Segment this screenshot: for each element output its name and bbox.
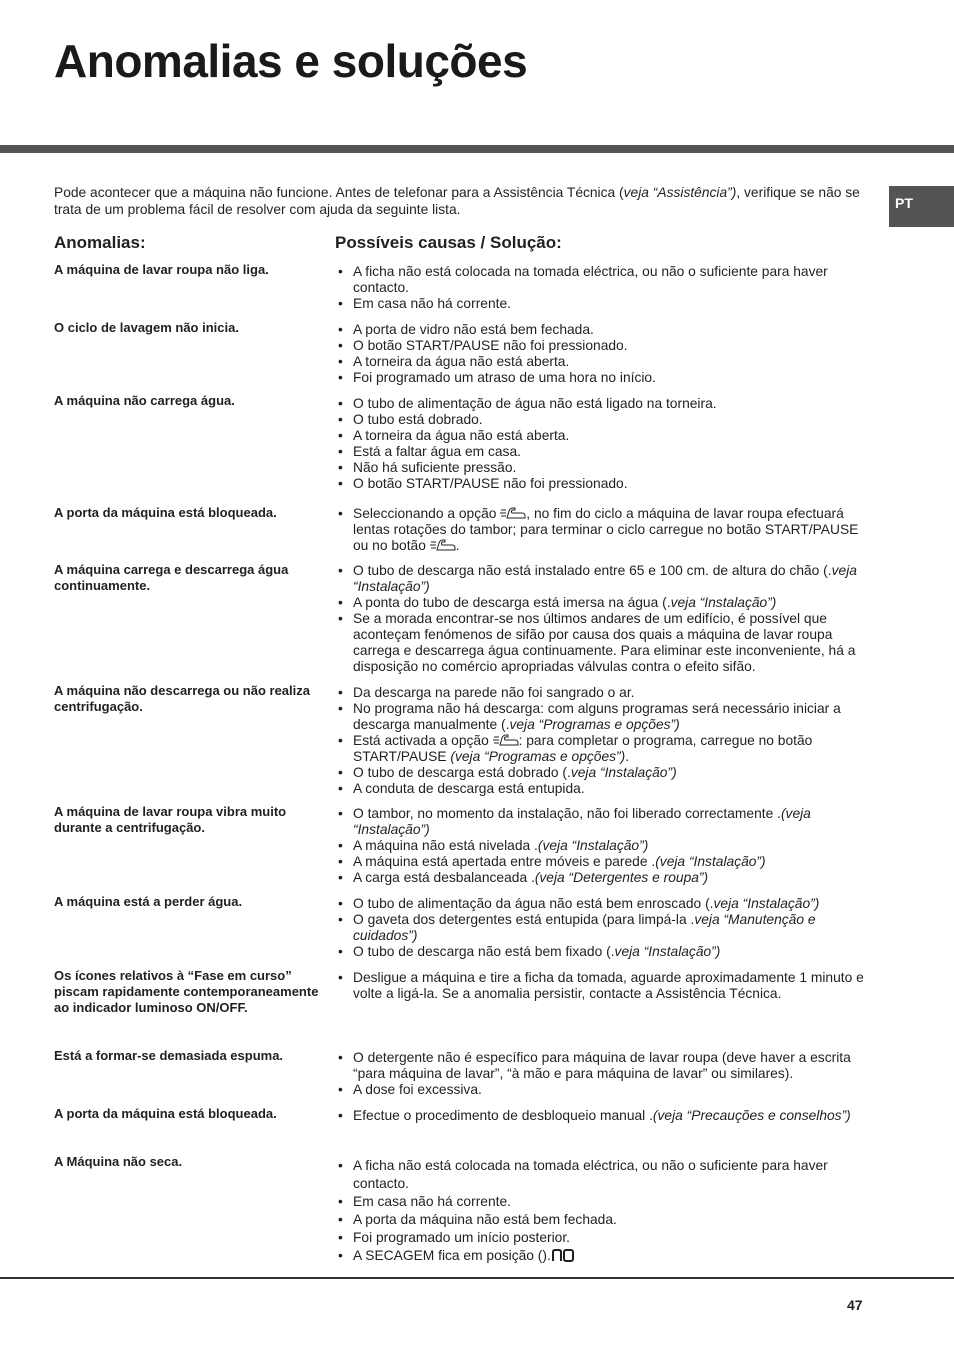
solution-item (335, 563, 875, 595)
solution-text: O tubo está dobrado. (353, 412, 483, 427)
iron-option-icon (493, 734, 519, 747)
solution-text: Foi programado um atraso de uma hora no início. (353, 370, 656, 385)
footer-rule (0, 1277, 954, 1279)
solution-text: Em casa não há corrente. (353, 1194, 511, 1209)
solution-text: . (777, 806, 781, 821)
solution-item (335, 685, 875, 701)
solution-item (335, 412, 875, 428)
solution-text: . (649, 1108, 653, 1123)
solution-item (335, 970, 875, 1002)
problem-label: A porta da máquina está bloqueada. (54, 505, 277, 520)
solution-text: . (610, 944, 615, 959)
solution-item (335, 854, 875, 870)
solution-text: Seleccionando a opção (353, 506, 501, 521)
solution-text: A carga está desbalanceada (353, 870, 531, 885)
cross-reference: veja “Instalação”) (353, 563, 857, 594)
solution-item (335, 611, 875, 675)
cross-reference: veja “Manutenção e cuidados”) (353, 912, 816, 943)
iron-option-icon (500, 507, 526, 520)
cross-reference: veja “Instalação”) (713, 896, 820, 911)
solution-list (335, 563, 875, 675)
solution-list (335, 1050, 875, 1098)
solution-item (335, 506, 875, 554)
solution-text: O detergente não é específico para máquina de lavar roupa (deve haver a escrita “para máquina de lavar”, “à mão e para máquina de lavar” ou similares). (353, 1050, 851, 1081)
solution-text: , no fim do ciclo a máquina de lavar roupa efectuará lentas rotações do tambor; para terminar o ciclo carregue no botão START/PAUSE ou no botão (353, 506, 859, 553)
cross-reference: (veja “Instalação”) (353, 806, 811, 837)
solution-text: : para completar o programa, carregue no botão START/PAUSE (353, 733, 813, 764)
problem-label: A máquina está a perder água. (54, 894, 243, 909)
solution-text: . (827, 563, 832, 578)
solution-text: O tubo de descarga não está bem fixado ( (353, 944, 611, 959)
solution-item (335, 701, 875, 733)
cross-reference: veja “Instalação”) (614, 944, 721, 959)
solution-text: . (455, 538, 460, 553)
solution-text: Efectue o procedimento de desbloqueio manual (353, 1108, 650, 1123)
solution-item (335, 1157, 875, 1193)
solution-item (335, 1193, 875, 1211)
solution-text: . (530, 870, 535, 885)
problem-label: A Máquina não seca. (54, 1154, 183, 1169)
solution-item (335, 1050, 875, 1082)
solution-text: Está activada a opção (353, 733, 493, 748)
solution-item (335, 396, 875, 412)
solution-text: . (534, 838, 538, 853)
solution-list (335, 685, 875, 797)
cross-reference: veja “Instalação”) (670, 595, 777, 610)
solution-text: O tubo de alimentação de água não está ligado na torneira. (353, 396, 717, 411)
causes-column-header: Possíveis causas / Solução: (335, 233, 562, 252)
cross-reference: veja “Programas e opções”) (509, 717, 680, 732)
solution-text: . (709, 896, 714, 911)
solution-item (335, 428, 875, 444)
solution-list (335, 1108, 875, 1124)
intro-paragraph (54, 184, 874, 218)
solution-item (335, 1211, 875, 1229)
solution-text: A dose foi excessiva. (353, 1082, 482, 1097)
problem-label: A máquina não descarrega ou não realiza centrifugação. (54, 683, 310, 714)
problem-label: O ciclo de lavagem não inicia. (54, 320, 239, 335)
solution-text: A máquina está apertada entre móveis e parede (353, 854, 652, 869)
solution-list (335, 396, 875, 492)
cross-reference: (veja “Instalação”) (537, 838, 649, 853)
solution-list (335, 264, 875, 312)
solution-item (335, 896, 875, 912)
cross-reference: (veja “Programas e opções”) (450, 749, 626, 764)
solution-text: . (666, 595, 671, 610)
solution-text: A torneira da água não está aberta. (353, 354, 570, 369)
solution-text: Da descarga na parede não foi sangrado o ar. (353, 685, 635, 700)
intro-reference: veja “Assistência”) (623, 185, 737, 200)
solution-text: A porta da máquina não está bem fechada. (353, 1212, 617, 1227)
problem-label: A porta da máquina está bloqueada. (54, 1106, 277, 1121)
solution-text: O botão START/PAUSE não foi pressionado. (353, 338, 628, 353)
solution-item (335, 806, 875, 838)
problem-label: A máquina não carrega água. (54, 393, 235, 408)
solution-text: . (651, 854, 656, 869)
solution-item (335, 733, 875, 765)
solution-list (335, 1157, 875, 1265)
solution-item (335, 912, 875, 944)
solution-item (335, 476, 875, 492)
solution-item (335, 1108, 875, 1124)
solution-text: O tubo de descarga não está instalado entre 65 e 100 cm. de altura do chão ( (353, 563, 828, 578)
solution-text: A SECAGEM fica em posição ( (353, 1248, 543, 1263)
solution-text: O tubo de descarga está dobrado ( (353, 765, 567, 780)
solution-text: Está a faltar água em casa. (353, 444, 521, 459)
solution-item (335, 354, 875, 370)
problem-label: A máquina de lavar roupa não liga. (54, 262, 269, 277)
solution-item (335, 338, 875, 354)
solution-item (335, 370, 875, 386)
solution-text: A ficha não está colocada na tomada eléctrica, ou não o suficiente para haver contacto. (353, 1158, 828, 1191)
solution-list (335, 970, 875, 1002)
solution-text: . (567, 765, 571, 780)
language-tab: PT (889, 186, 954, 227)
cross-reference: (veja “Instalação”) (655, 854, 766, 869)
page-number: 47 (847, 1297, 863, 1313)
dry-off-segment-icon (551, 1249, 575, 1262)
solution-item (335, 460, 875, 476)
solution-item (335, 444, 875, 460)
cross-reference: (veja “Detergentes e roupa”) (534, 870, 709, 885)
solution-item (335, 1247, 875, 1265)
solution-item (335, 870, 875, 886)
page-title: Anomalias e soluções (54, 35, 528, 87)
problems-column-header: Anomalias: (54, 233, 146, 252)
header-rule (0, 145, 954, 153)
solution-text: . (625, 749, 630, 764)
solution-text: . (505, 717, 510, 732)
solution-item (335, 781, 875, 797)
solution-list (335, 896, 875, 960)
intro-text: Pode acontecer que a máquina não funcione. Antes de telefonar para a Assistência Técnica ( (54, 185, 624, 200)
solution-text: No programa não há descarga: com alguns programas será necessário iniciar a descarga manualmente ( (353, 701, 841, 732)
intro-text-end: , verifique se não se trata de um problema fácil de resolver com ajuda da seguinte lista. (54, 185, 860, 217)
solution-text: A ficha não está colocada na tomada eléctrica, ou não o suficiente para haver contacto. (353, 264, 828, 295)
cross-reference: (veja “Precauções e conselhos”) (652, 1108, 851, 1123)
solution-text: . (690, 912, 695, 927)
solution-item (335, 1082, 875, 1098)
problem-label: Está a formar-se demasiada espuma. (54, 1048, 284, 1063)
solution-text: ). (542, 1248, 551, 1263)
problem-label: Os ícones relativos à “Fase em curso” piscam rapidamente contemporaneamente ao indicador luminoso ON/OFF. (54, 968, 319, 1015)
solution-item (335, 944, 875, 960)
solution-item (335, 296, 875, 312)
solution-text: A torneira da água não está aberta. (353, 428, 570, 443)
solution-text: Foi programado um início posterior. (353, 1230, 571, 1245)
solution-text: Desligue a máquina e tire a ficha da tomada, aguarde aproximadamente 1 minuto e volte a ligá-la. Se a anomalia persistir, contacte a Assistência Técnica. (353, 970, 864, 1001)
solution-text: O tubo de alimentação da água não está bem enroscado ( (353, 896, 710, 911)
solution-text: Em casa não há corrente. (353, 296, 511, 311)
solution-text: A ponta do tubo de descarga está imersa na água ( (353, 595, 667, 610)
solution-list (335, 506, 875, 554)
problem-label: A máquina carrega e descarrega água continuamente. (54, 562, 289, 593)
solution-item (335, 765, 875, 781)
solution-text: A máquina não está nivelada (353, 838, 535, 853)
solution-text: O botão START/PAUSE não foi pressionado. (353, 476, 628, 491)
solution-text: Se a morada encontrar-se nos últimos andares de um edifício, é possível que aconteçam fenómenos de sifão por causa dos quais a máquina de lavar roupa carrega e descarrega água continuamente. Para eliminar este inconveniente, há a disposição no comércio apropriadas válvulas contra o efeito sifão. (353, 611, 856, 674)
solution-item (335, 264, 875, 296)
solution-text: O gaveta dos detergentes está entupida (para limpá-la (353, 912, 691, 927)
solution-item (335, 595, 875, 611)
cross-reference: veja “Instalação”) (570, 765, 677, 780)
solution-item (335, 1229, 875, 1247)
solution-text: Não há suficiente pressão. (353, 460, 517, 475)
iron-option-icon (430, 539, 456, 552)
solution-list (335, 806, 875, 886)
solution-text: A conduta de descarga está entupida. (353, 781, 585, 796)
problem-label: A máquina de lavar roupa vibra muito durante a centrifugação. (54, 804, 287, 835)
solution-text: O tambor, no momento da instalação, não foi liberado correctamente (353, 806, 778, 821)
solution-list (335, 322, 875, 386)
solution-text: A porta de vidro não está bem fechada. (353, 322, 594, 337)
solution-item (335, 838, 875, 854)
solution-item (335, 322, 875, 338)
